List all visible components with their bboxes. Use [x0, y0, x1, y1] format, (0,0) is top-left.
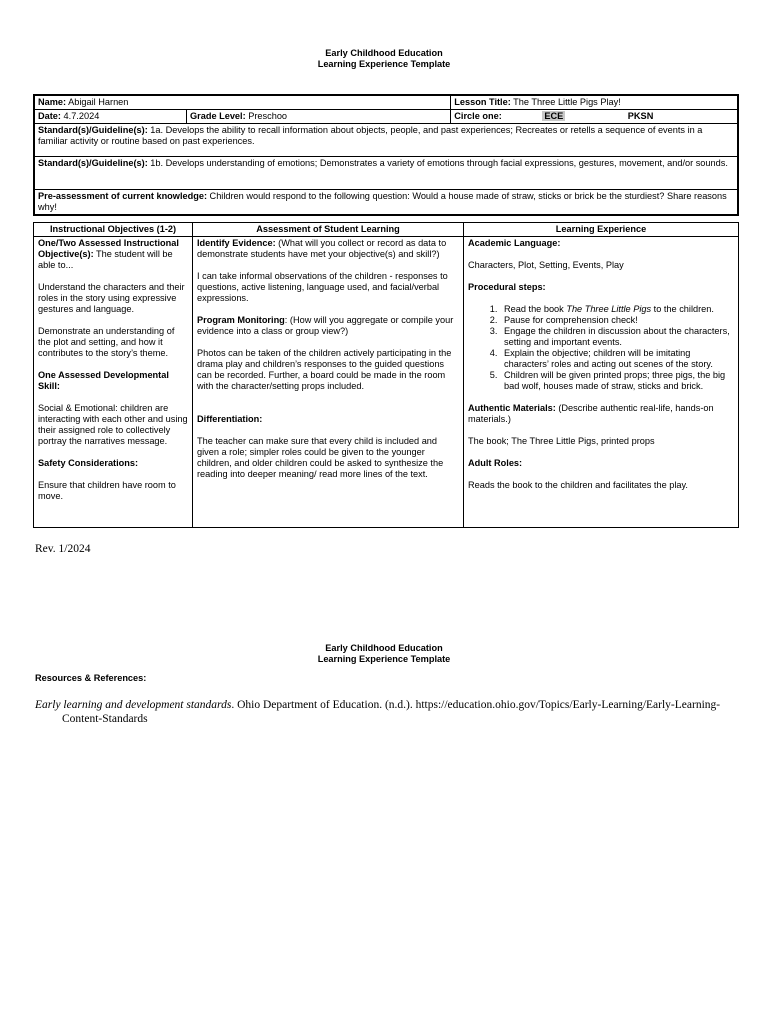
- preassessment-label: Pre-assessment of current knowledge:: [38, 191, 207, 201]
- page-2-header-line-2: Learning Experience Template: [317, 654, 451, 664]
- header-objectives: Instructional Objectives (1-2): [34, 223, 193, 237]
- reference-source[interactable]: . Ohio Department of Education. (n.d.). https://education.ohio.gov/Topics/Early-Learning/Early-Learning-: [231, 699, 721, 711]
- procedural-step: 1. Read the book The Three Little Pigs to the children.: [500, 304, 734, 315]
- academic-language-label: Academic Language:: [468, 238, 561, 248]
- evidence-label: Identify Evidence:: [197, 238, 276, 248]
- name-value: Abigail Harnen: [66, 97, 129, 107]
- safety-value: Ensure that children have room to move.: [38, 480, 176, 501]
- procedural-step: 4. Explain the objective; children will be imitating characters’ roles and acting out scenes of the story.: [500, 348, 734, 370]
- safety-label: Safety Considerations:: [38, 458, 139, 468]
- dev-skill-label: One Assessed Developmental Skill:: [38, 370, 169, 391]
- page-2-header: [0, 643, 768, 665]
- reference-title: Early learning and development standards: [35, 699, 232, 711]
- reference-entry: [35, 698, 745, 726]
- lesson-title-cell: [451, 95, 738, 110]
- name-cell: [34, 95, 451, 110]
- materials-prompt: (Describe authentic real-life, hands-on materials.): [468, 403, 714, 424]
- lesson-title-label: Lesson Title:: [454, 97, 511, 107]
- monitoring-label: Program Monitoring: [197, 315, 285, 325]
- monitoring-value: Photos can be taken of the children actively participating in the drama play and children’s responses to the guided questions can be recorded. Further, a board could be made in the room with the character/setting props included.: [197, 348, 452, 391]
- page-2-header-line-1: Early Childhood Education: [325, 643, 443, 653]
- date-value: 4.7.2024: [60, 111, 100, 121]
- revision-note: Rev. 1/2024: [35, 543, 91, 555]
- lesson-plan-grid: [33, 222, 739, 528]
- grade-label: Grade Level:: [190, 111, 246, 121]
- lesson-title-value: The Three Little Pigs Play!: [510, 97, 621, 107]
- circle-label: Circle one:: [454, 111, 502, 121]
- header-assessment: Assessment of Student Learning: [193, 223, 464, 237]
- header-learning-experience: Learning Experience: [464, 223, 739, 237]
- grade-cell: [187, 110, 451, 124]
- objective-label: One/Two Assessed Instructional Objective(s):: [38, 238, 179, 259]
- lesson-info-table: [33, 94, 739, 216]
- date-label: Date:: [38, 111, 61, 121]
- standard-1-value: 1a. Develops the ability to recall information about objects, people, and past experiences; Recreates or retells a sequence of events in a familiar activity or routine based on past experiences.: [38, 125, 703, 146]
- standard-1-label: Standard(s)/Guideline(s):: [38, 125, 148, 135]
- preassessment-value: Children would respond to the following question: Would a house made of straw, sticks or brick be the sturdiest? Share reasons why!: [38, 191, 727, 212]
- assessment-column: [193, 237, 464, 528]
- preassessment-cell: [34, 190, 738, 216]
- circle-ece-option: ECE: [544, 111, 564, 121]
- procedural-step: 5. Children will be given printed props; three pigs, the big bad wolf, houses made of straw, sticks and brick.: [500, 370, 734, 392]
- objective-intro: The student will be able to...: [38, 249, 173, 270]
- document-header: [0, 48, 768, 70]
- materials-value: The book; The Three Little Pigs, printed props: [468, 436, 655, 446]
- differentiation-label: Differentiation:: [197, 414, 263, 424]
- circle-cell: [451, 110, 738, 124]
- objective-1: Understand the characters and their roles in the story using expressive gestures and language.: [38, 282, 185, 314]
- standard-1-cell: [34, 124, 738, 157]
- learning-experience-column: [464, 237, 739, 528]
- procedural-step: 3. Engage the children in discussion about the characters, setting and important events.: [500, 326, 734, 348]
- monitoring-prompt: : (How will you aggregate or compile your evidence into a class or group view?): [197, 315, 454, 336]
- grade-value: Preschoo: [245, 111, 288, 121]
- procedural-steps-list: [468, 304, 734, 392]
- evidence-prompt: (What will you collect or record as data to demonstrate students have met your objective(s) and skill?): [197, 238, 447, 259]
- academic-language-value: Characters, Plot, Setting, Events, Play: [468, 260, 624, 270]
- circle-pksn-option: PKSN: [627, 111, 654, 121]
- standard-2-cell: [34, 157, 738, 190]
- procedural-step: 2. Pause for comprehension check!: [500, 315, 734, 326]
- procedural-steps-label: Procedural steps:: [468, 282, 546, 292]
- objective-2: Demonstrate an understanding of the plot and setting, and how it contributes to the story’s theme.: [38, 326, 175, 358]
- name-label: Name:: [38, 97, 67, 107]
- standard-2-value: 1b. Develops understanding of emotions; Demonstrates a variety of emotions through facial expressions, gestures, movement, and/or sounds.: [147, 158, 728, 168]
- header-line-1: Early Childhood Education: [325, 48, 443, 58]
- materials-label: Authentic Materials:: [468, 403, 556, 413]
- dev-skill-value: Social & Emotional: children are interacting with each other and using their assigned role to collectively portray the narratives message.: [38, 403, 188, 446]
- differentiation-value: The teacher can make sure that every child is included and given a role; simpler roles could be given to the younger children, and older children could be asked to synthesize the reading into deeper meaning/ read more lines of the text.: [197, 436, 444, 479]
- evidence-value: I can take informal observations of the children - responses to questions, active listening, language used, and facial/verbal expressions.: [197, 271, 448, 303]
- adult-roles-value: Reads the book to the children and facilitates the play.: [468, 480, 688, 490]
- objectives-column: [34, 237, 193, 528]
- reference-continuation[interactable]: Content-Standards: [62, 713, 148, 725]
- header-line-2: Learning Experience Template: [317, 59, 451, 69]
- resources-label: Resources & References:: [35, 673, 147, 683]
- date-cell: [34, 110, 187, 124]
- standard-2-label: Standard(s)/Guideline(s):: [38, 158, 148, 168]
- adult-roles-label: Adult Roles:: [468, 458, 523, 468]
